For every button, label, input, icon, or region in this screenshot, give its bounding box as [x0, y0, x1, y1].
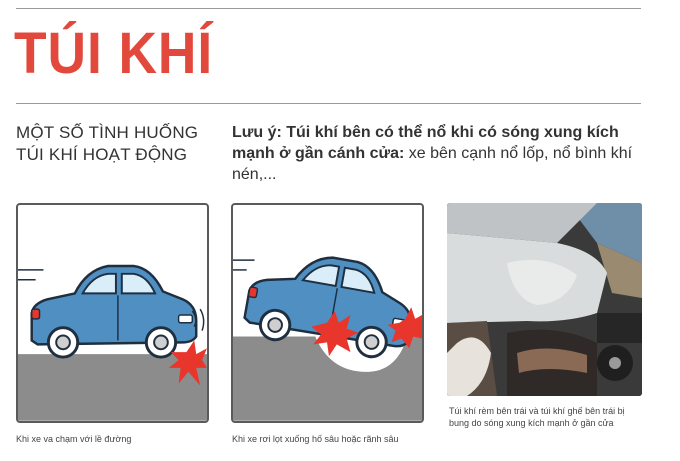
section-subheading [16, 122, 216, 166]
section-rule [16, 103, 641, 104]
pothole-impact-illustration [233, 205, 422, 421]
caption-pothole: Khi xe rơi lọt xuống hố sâu hoặc rãnh sâu [232, 434, 399, 444]
airbag-deployed-photo [447, 203, 642, 396]
note-text: xe bên cạnh nổ lốp, nổ bình khí nén,... [232, 145, 633, 183]
top-rule [16, 8, 641, 9]
caption-curb: Khi xe va chạm với lề đường [16, 434, 132, 444]
car-drawing [32, 266, 197, 357]
subheading-line-1: MỘT SỐ TÌNH HUỐNG [16, 123, 199, 142]
illustration-pothole-impact [231, 203, 424, 423]
illustration-curb-impact [16, 203, 209, 423]
shake-line [200, 309, 204, 331]
note-bold-text: Lưu ý: Túi khí bên có thể nổ khi có sóng xung kích mạnh ở gần cánh cửa: [232, 124, 619, 162]
note-paragraph [232, 122, 642, 185]
curb-impact-illustration [18, 205, 207, 421]
page-title: TÚI KHÍ [14, 21, 214, 86]
airbag-photo-image [447, 203, 642, 396]
subheading-line-2: TÚI KHÍ HOẠT ĐỘNG [16, 145, 188, 164]
caption-photo: Túi khí rèm bên trái và túi khí ghế bên trái bị bung do sóng xung kích mạnh ở gần cửa [449, 406, 625, 428]
